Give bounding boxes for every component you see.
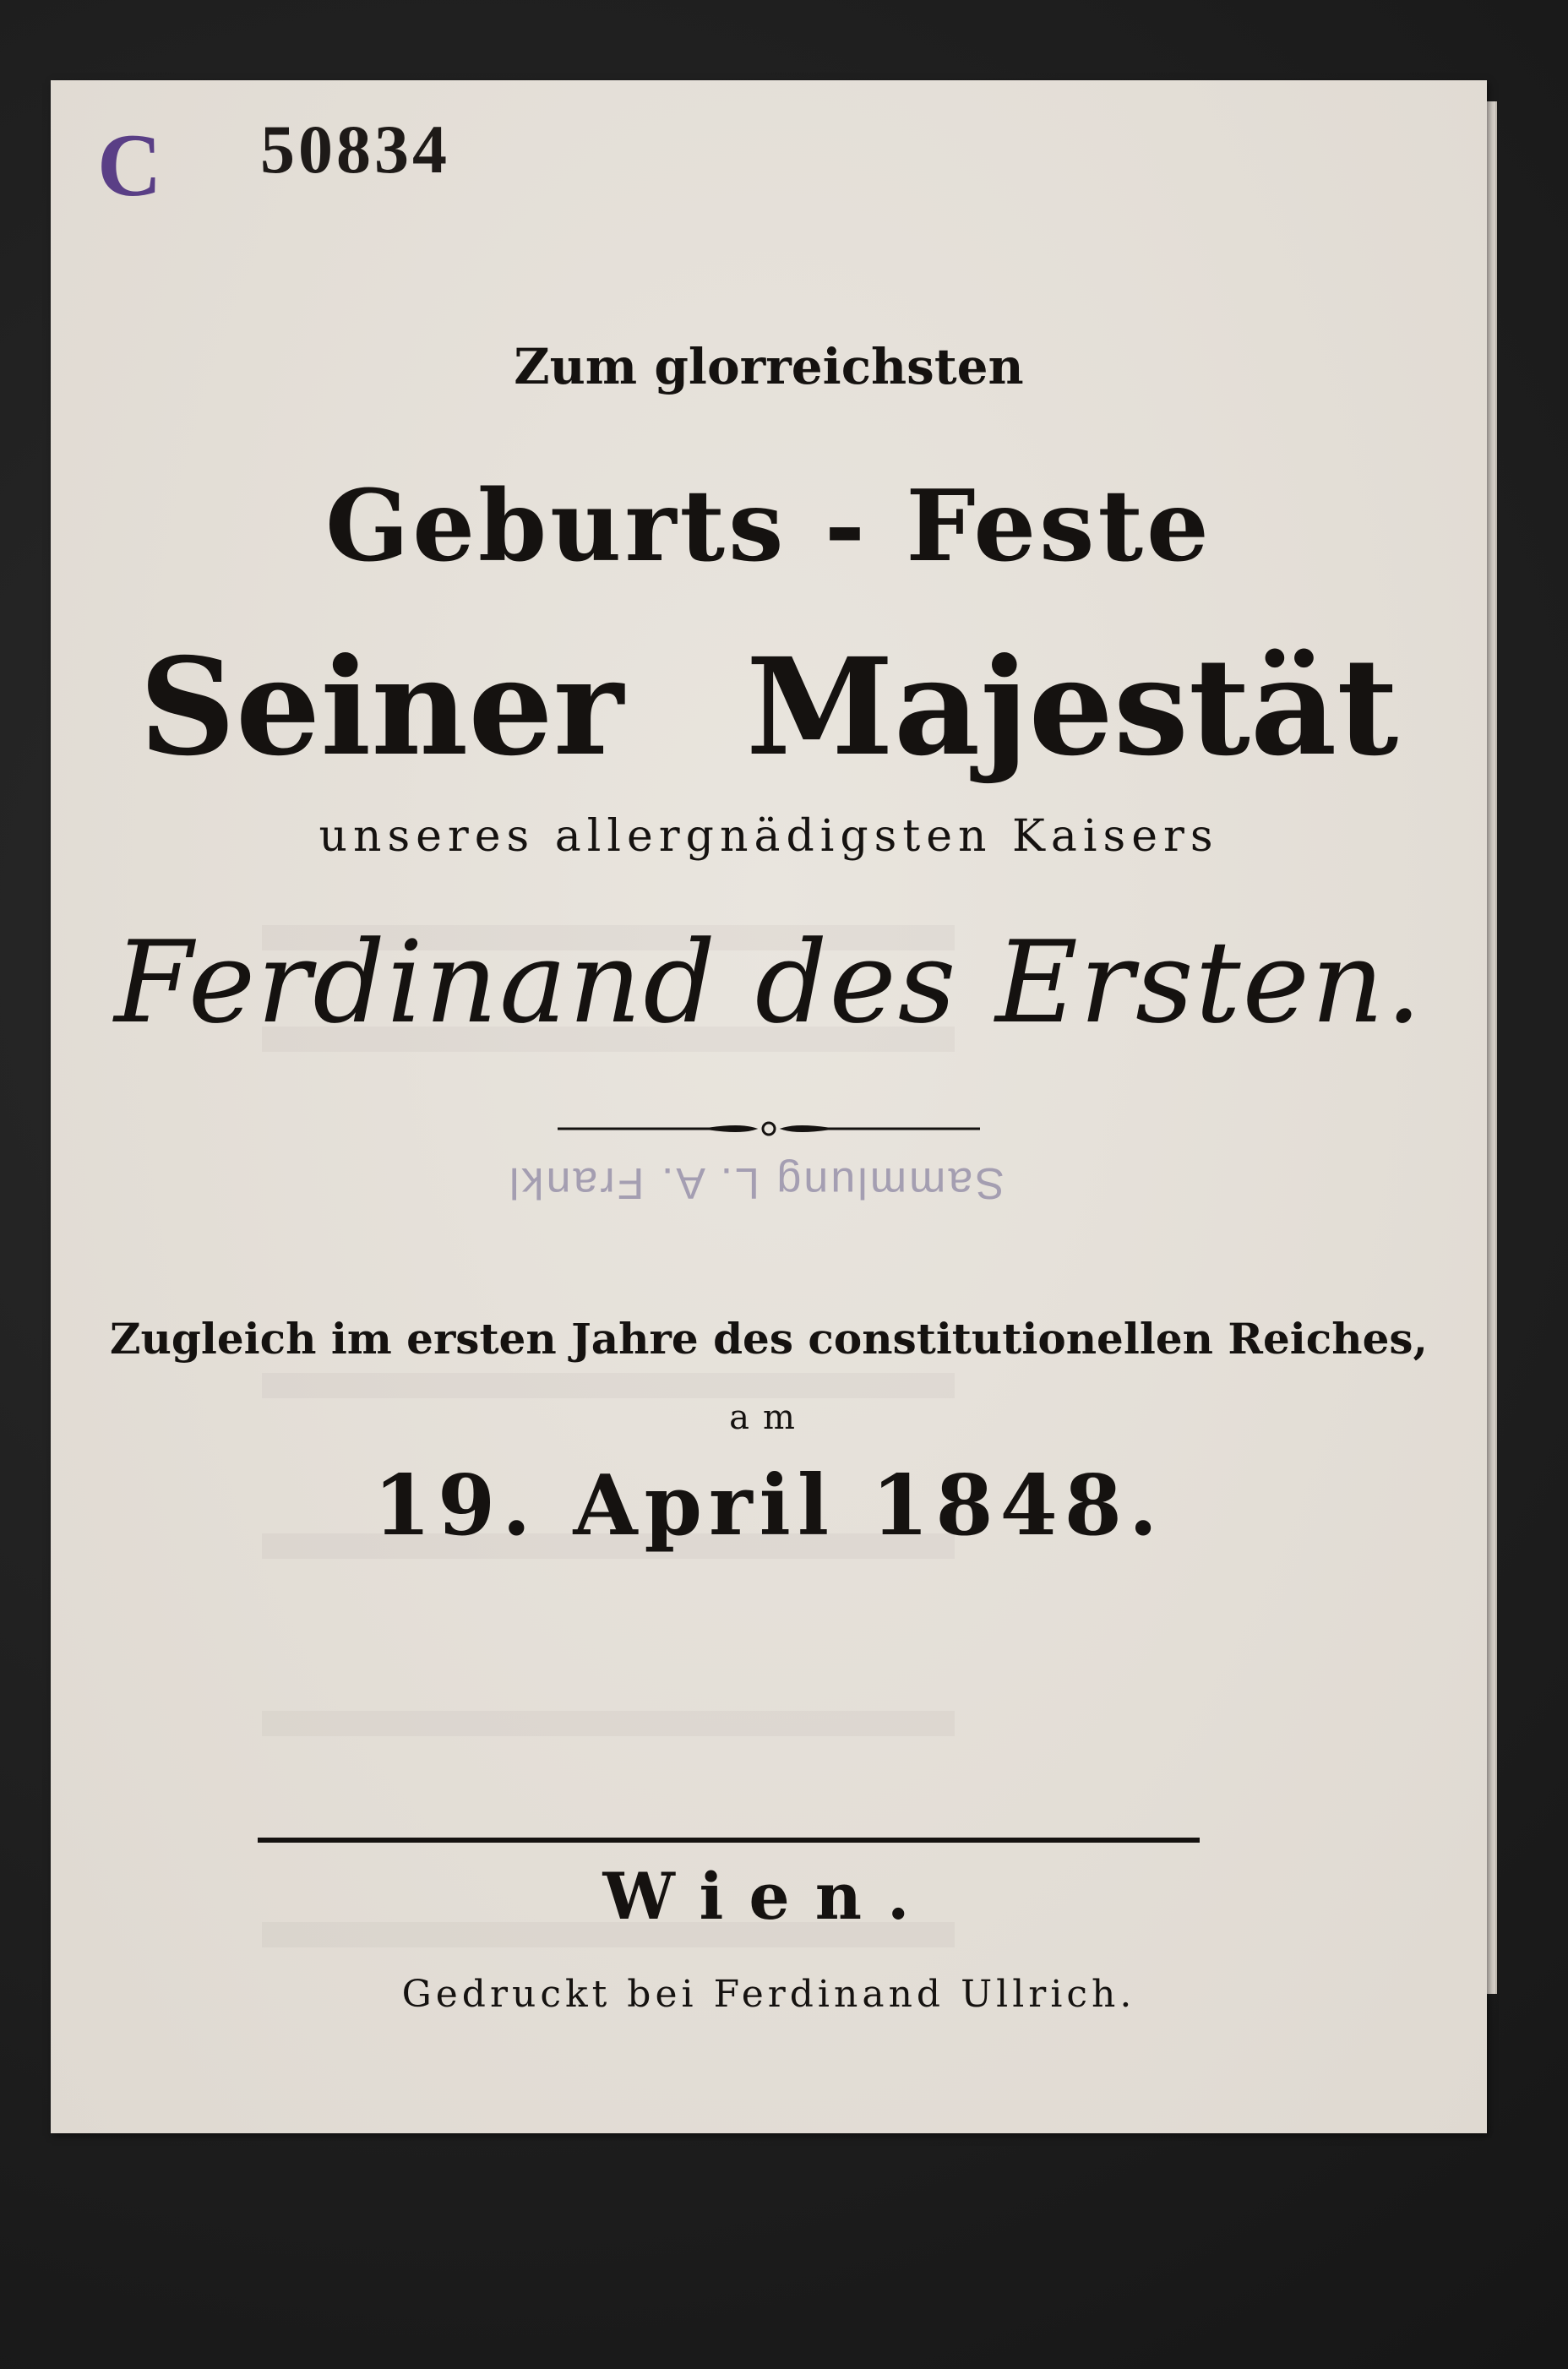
shelfmark-number: 50834 — [260, 111, 450, 188]
occasion-am: am — [729, 1398, 808, 1437]
title-line-1: Zum glorreichsten — [514, 338, 1024, 395]
occasion-date: 19. April 1848. — [373, 1457, 1165, 1555]
title-line-5: Ferdinand des Ersten. — [114, 917, 1424, 1048]
shelfmark-letter: C — [97, 116, 162, 215]
ornament-divider — [558, 1116, 980, 1141]
imprint-printer: Gedruckt bei Ferdinand Ullrich. — [401, 1973, 1136, 2016]
title-line-3: Seiner Majestät — [139, 629, 1399, 786]
occasion-line: Zugleich im ersten Jahre des constitutionellen Reiches, — [110, 1314, 1428, 1364]
imprint-place: Wien. — [602, 1859, 935, 1934]
collection-stamp: Sammlung L. A. Frankl — [507, 1158, 1004, 1207]
title-line-2: Geburts - Feste — [325, 469, 1212, 584]
horizontal-rule — [258, 1838, 1200, 1843]
bleed-through — [262, 1373, 955, 1398]
title-page — [51, 80, 1487, 2133]
bleed-through — [262, 1711, 955, 1736]
title-line-4: unseres allergnädigsten Kaisers — [318, 811, 1219, 862]
